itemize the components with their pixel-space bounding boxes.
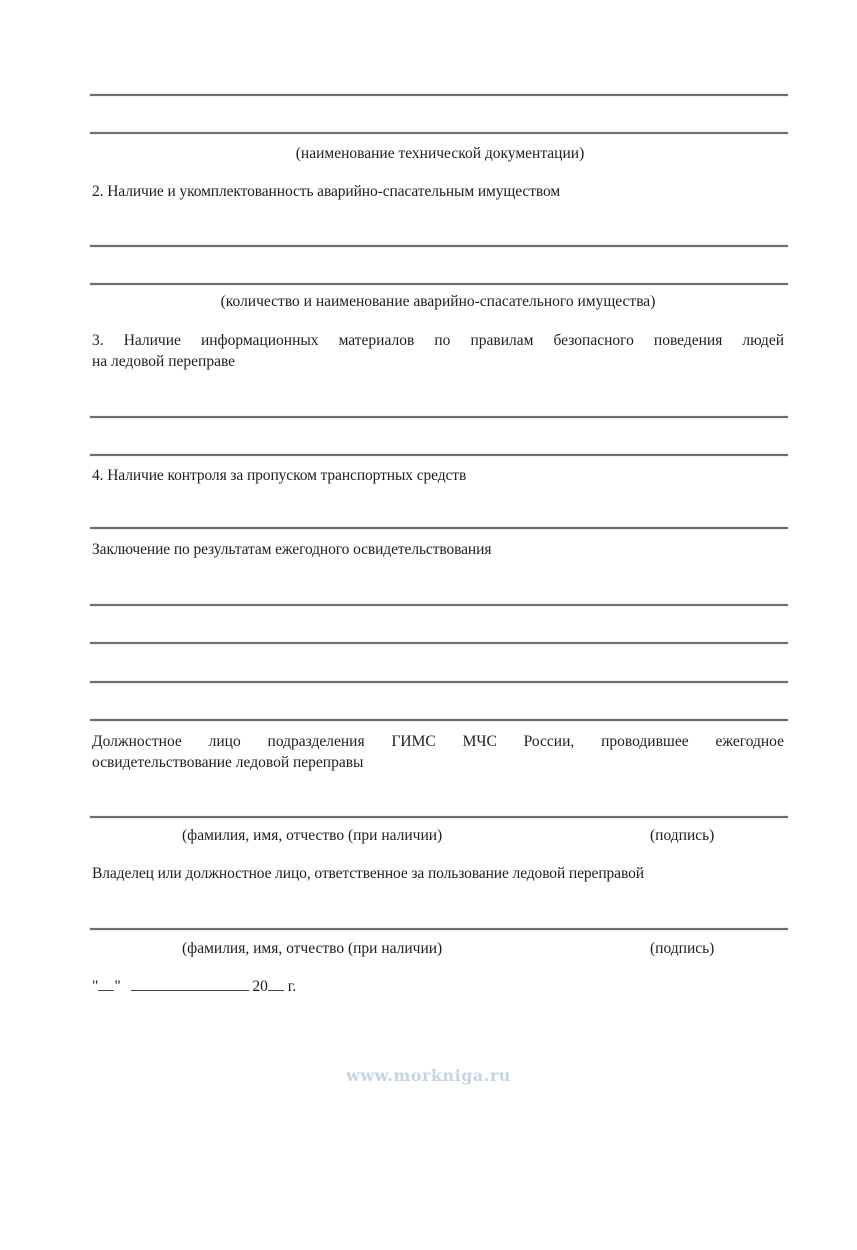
caption-rescue-equipment: (количество и наименование аварийно-спасательного имущества) [220, 293, 656, 310]
date-line [92, 977, 296, 997]
item-4-label: 4. Наличие контроля за пропуском транспортных средств [92, 467, 467, 484]
fill-line[interactable] [90, 527, 788, 529]
day-blank[interactable] [98, 989, 114, 991]
fill-line[interactable] [90, 604, 788, 606]
caption-signature-1: (подпись) [650, 827, 715, 844]
item-3-line-1: 3. Наличие информационных материалов по правилам безопасного поведения людей [92, 332, 784, 349]
fill-line[interactable] [90, 245, 788, 247]
signature-line[interactable] [90, 816, 788, 818]
watermark: www.morkniga.ru [346, 1066, 511, 1085]
caption-fio-2: (фамилия, имя, отчество (при наличии) [182, 940, 443, 957]
owner-label: Владелец или должностное лицо, ответственное за пользование ледовой переправой [92, 865, 644, 882]
fill-line[interactable] [90, 454, 788, 456]
date-open-quote: " [92, 978, 99, 995]
fill-line[interactable] [90, 94, 788, 96]
year-blank[interactable] [268, 989, 284, 991]
year-prefix: 20 [252, 978, 268, 995]
year-suffix: г. [287, 978, 297, 995]
official-line-2: освидетельствование ледовой переправы [92, 754, 364, 771]
fill-line[interactable] [90, 642, 788, 644]
item-2-label: 2. Наличие и укомплектованность аварийно-спасательным имуществом [92, 183, 561, 200]
fill-line[interactable] [90, 283, 788, 285]
signature-line[interactable] [90, 928, 788, 930]
caption-signature-2: (подпись) [650, 940, 715, 957]
item-3-line-2: на ледовой переправе [92, 353, 236, 370]
conclusion-label: Заключение по результатам ежегодного освидетельствования [92, 541, 492, 558]
caption-fio-1: (фамилия, имя, отчество (при наличии) [182, 827, 443, 844]
item-3-label [92, 330, 784, 372]
date-close-quote: " [114, 978, 121, 995]
fill-line[interactable] [90, 416, 788, 418]
caption-technical-doc: (наименование технической документации) [295, 145, 585, 162]
official-line-1: Должностное лицо подразделения ГИМС МЧС России, проводившее ежегодное [92, 733, 784, 750]
fill-line[interactable] [90, 132, 788, 134]
fill-line[interactable] [90, 719, 788, 721]
official-label [92, 731, 784, 773]
month-blank[interactable] [131, 989, 249, 991]
fill-line[interactable] [90, 681, 788, 683]
